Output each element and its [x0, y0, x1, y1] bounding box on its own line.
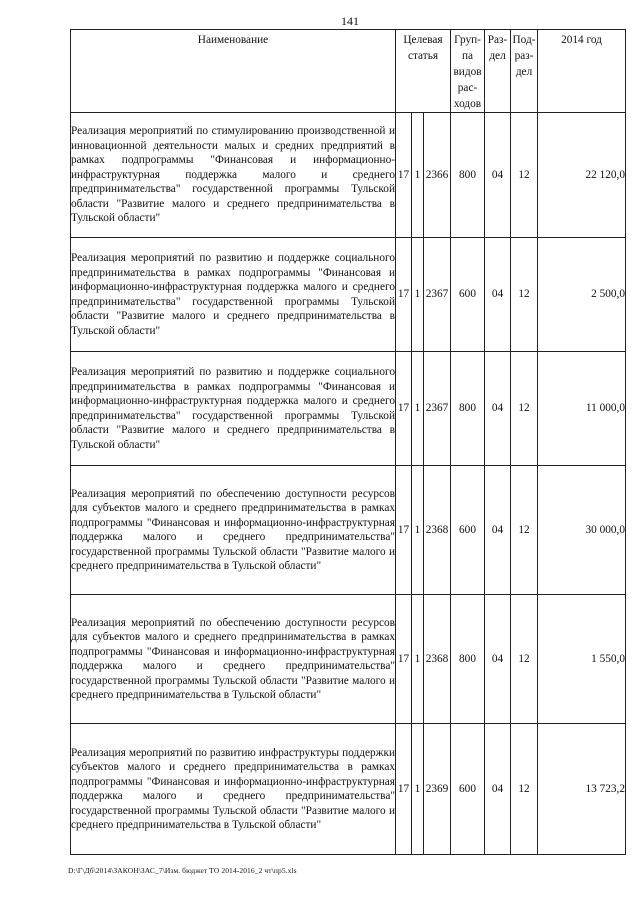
row-name: Реализация мероприятий по развитию и поддержке социального предпринимательства в рамках подпрограммы "Финансовая и информационно-инфраструктурная поддержка малого и среднего предпринимательства" государственной программы Тульской области "Развитие малого и среднего предпринимательства в Тульской области" — [71, 238, 396, 352]
row-article-program: 17 — [396, 113, 412, 238]
footer-file-path: D:\Г\Дб\2014\ЗАКОН\ЗАС_7\Изм. бюджет ТО 2014-2016_2 чт\пр5.xls — [68, 866, 297, 875]
row-subsection: 12 — [511, 724, 538, 855]
table-row — [71, 595, 626, 724]
row-expense-group: 600 — [451, 724, 485, 855]
header-target-article: Целевая статья — [396, 30, 451, 113]
row-name: Реализация мероприятий по обеспечению доступности ресурсов для субъектов малого и среднего предпринимательства в рамках подпрограммы "Финансовая и информационно-инфраструктурная поддержка малого и среднего предпринимательства" государственной программы Тульской области "Развитие малого и среднего предпринимательства в Тульской области" — [71, 466, 396, 595]
row-article-code: 2367 — [424, 352, 451, 466]
row-article-subprogram: 1 — [412, 238, 424, 352]
header-section: Раз- дел — [485, 30, 511, 113]
header-expense-group: Груп- па видов рас- ходов — [451, 30, 485, 113]
table-row — [71, 113, 626, 238]
header-name: Наименование — [71, 30, 396, 113]
table-row — [71, 238, 626, 352]
row-article-subprogram: 1 — [412, 466, 424, 595]
row-subsection: 12 — [511, 352, 538, 466]
row-amount: 1 550,0 — [538, 595, 626, 724]
row-subsection: 12 — [511, 113, 538, 238]
table-row — [71, 466, 626, 595]
row-amount: 30 000,0 — [538, 466, 626, 595]
row-article-subprogram: 1 — [412, 352, 424, 466]
row-name: Реализация мероприятий по развитию и поддержке социального предпринимательства в рамках подпрограммы "Финансовая и информационно-инфраструктурная поддержка малого и среднего предпринимательства" государственной программы Тульской области "Развитие малого и среднего предпринимательства в Тульской области" — [71, 352, 396, 466]
row-article-program: 17 — [396, 595, 412, 724]
row-expense-group: 800 — [451, 113, 485, 238]
row-amount: 22 120,0 — [538, 113, 626, 238]
row-section: 04 — [485, 352, 511, 466]
table-row — [71, 352, 626, 466]
row-article-code: 2368 — [424, 466, 451, 595]
row-expense-group: 600 — [451, 238, 485, 352]
row-section: 04 — [485, 595, 511, 724]
row-expense-group: 800 — [451, 352, 485, 466]
row-article-program: 17 — [396, 466, 412, 595]
row-subsection: 12 — [511, 466, 538, 595]
row-article-code: 2367 — [424, 238, 451, 352]
row-amount: 2 500,0 — [538, 238, 626, 352]
row-expense-group: 600 — [451, 466, 485, 595]
header-subsection: Под- раз- дел — [511, 30, 538, 113]
row-article-subprogram: 1 — [412, 595, 424, 724]
row-article-subprogram: 1 — [412, 724, 424, 855]
table-header-row — [71, 30, 626, 113]
row-section: 04 — [485, 724, 511, 855]
table-row — [71, 724, 626, 855]
row-name: Реализация мероприятий по стимулированию производственной и инновационной деятельности малых и средних предприятий в рамках подпрограммы "Финансовая и информационно-инфраструктурная поддержка малого и среднего предпринимательства" государственной программы Тульской области "Развитие малого и среднего предпринимательства в Тульской области" — [71, 113, 396, 238]
row-article-code: 2368 — [424, 595, 451, 724]
row-name: Реализация мероприятий по обеспечению доступности ресурсов для субъектов малого и среднего предпринимательства в рамках подпрограммы "Финансовая и информационно-инфраструктурная поддержка малого и среднего предпринимательства" государственной программы Тульской области "Развитие малого и среднего предпринимательства в Тульской области" — [71, 595, 396, 724]
row-subsection: 12 — [511, 238, 538, 352]
budget-table — [70, 29, 626, 855]
header-year: 2014 год — [538, 30, 626, 113]
row-name: Реализация мероприятий по развитию инфраструктуры поддержки субъектов малого и среднего предпринимательства в рамках подпрограммы "Финансовая и информационно-инфраструктурная поддержка малого и среднего предпринимательства" государственной программы Тульской области "Развитие малого и среднего предпринимательства в Тульской области" — [71, 724, 396, 855]
row-section: 04 — [485, 238, 511, 352]
row-article-program: 17 — [396, 238, 412, 352]
row-article-code: 2366 — [424, 113, 451, 238]
row-article-subprogram: 1 — [412, 113, 424, 238]
row-section: 04 — [485, 466, 511, 595]
row-article-code: 2369 — [424, 724, 451, 855]
row-subsection: 12 — [511, 595, 538, 724]
row-article-program: 17 — [396, 352, 412, 466]
row-article-program: 17 — [396, 724, 412, 855]
row-expense-group: 800 — [451, 595, 485, 724]
page-number: 141 — [341, 14, 359, 28]
row-section: 04 — [485, 113, 511, 238]
row-amount: 13 723,2 — [538, 724, 626, 855]
row-amount: 11 000,0 — [538, 352, 626, 466]
